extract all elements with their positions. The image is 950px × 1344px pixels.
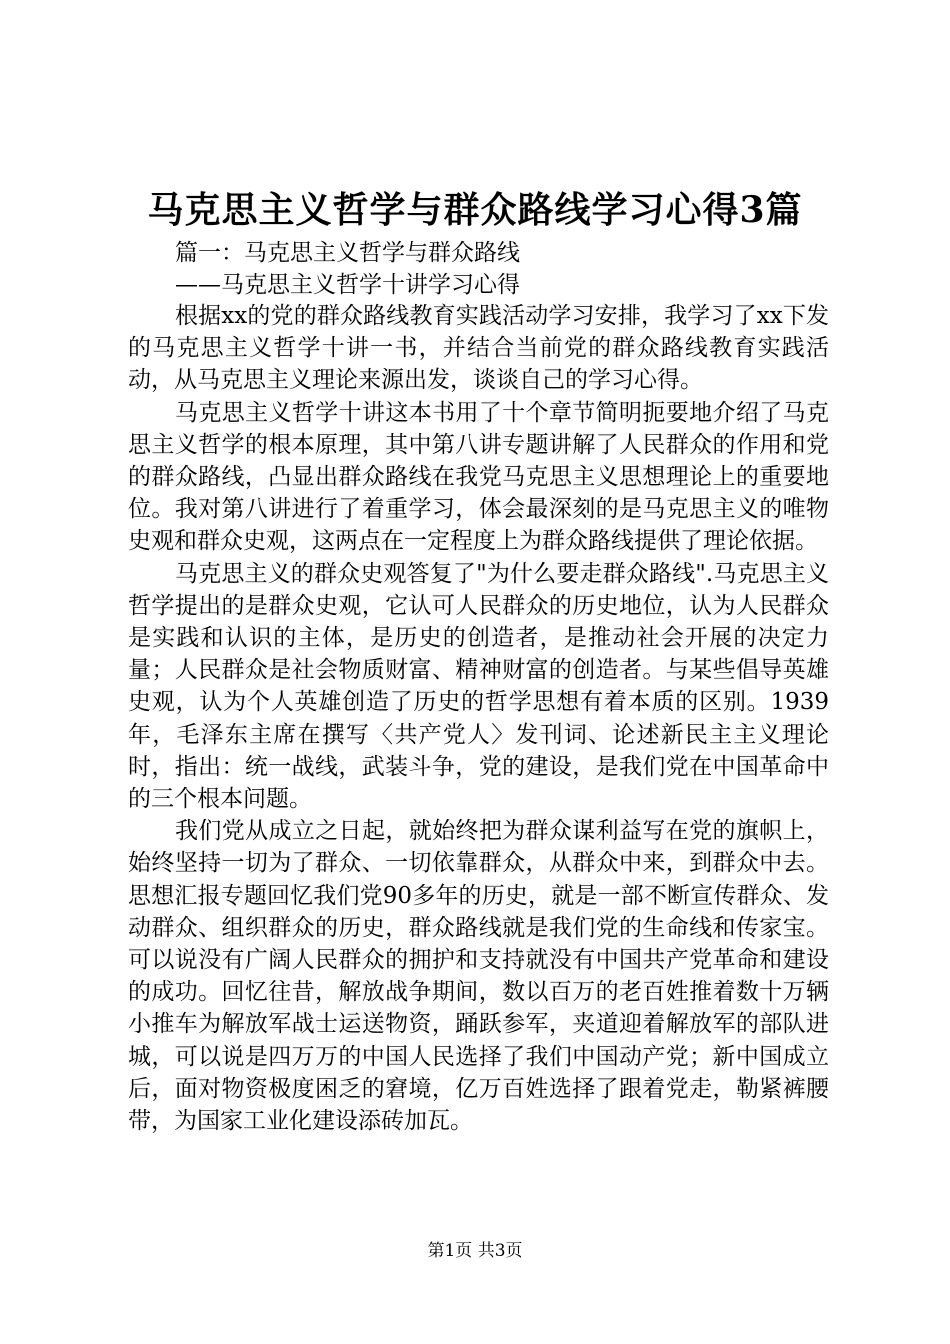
paragraph-1: 根据xx的党的群众路线教育实践活动学习安排，我学习了xx下发的马克思主义哲学十讲一书，并结合当前党的群众路线教育实践活动，从马克思主义理论来源出发，谈谈自己的学习心得。 — [128, 303, 829, 394]
section-subheading: ——马克思主义哲学十讲学习心得 — [175, 272, 520, 298]
document-title: 马克思主义哲学与群众路线学习心得3篇 — [147, 189, 803, 231]
paragraph-4: 我们党从成立之日起，就始终把为群众谋利益写在党的旗帜上，始终坚持一切为了群众、一切依靠群众，从群众中来，到群众中去。思想汇报专题回忆我们党90多年的历史，就是一部不断宣传群众、发动群众、组织群众的历史，群众路线就是我们党的生命线和传家宝。可以说没有广阔人民群众的拥护和支持就没有中国共产党革命和建设的成功。回忆往昔，解放战争期间，数以百万的老百姓推着数十万辆小推车为解放军战士运送物资，踊跃参军，夹道迎着解放军的部队进城，可以说是四万万的中国人民选择了我们中国动产党；新中国成立后，面对物资极度困乏的窘境，亿万百姓选择了跟着党走，勒紧裤腰带，为国家工业化建设添砖加瓦。 — [128, 818, 829, 1135]
paragraph-3: 马克思主义的群众史观答复了"为什么要走群众路线".马克思主义哲学提出的是群众史观，它认可人民群众的历史地位，认为人民群众是实践和认识的主体，是历史的创造者，是推动社会开展的决定力量；人民群众是社会物质财富、精神财富的创造者。与某些倡导英雄史观，认为个人英雄创造了历史的哲学思想有着本质的区别。1939年，毛泽东主席在撰写〈共产党人〉发刊词、论述新民主主义理论时，指出：统一战线，武装斗争，党的建设，是我们党在中国革命中的三个根本问题。 — [128, 560, 829, 813]
section-heading: 篇一：马克思主义哲学与群众路线 — [175, 240, 520, 266]
page-footer: 第1页 共3页 — [427, 1241, 523, 1261]
paragraph-2: 马克思主义哲学十讲这本书用了十个章节简明扼要地介绍了马克思主义哲学的根本原理，其中第八讲专题讲解了人民群众的作用和党的群众路线，凸显出群众路线在我党马克思主义思想理论上的重要地位。我对第八讲进行了着重学习，体会最深刻的是马克思主义的唯物史观和群众史观，这两点在一定程度上为群众路线提供了理论依据。 — [128, 399, 829, 555]
document-body — [128, 300, 829, 1137]
